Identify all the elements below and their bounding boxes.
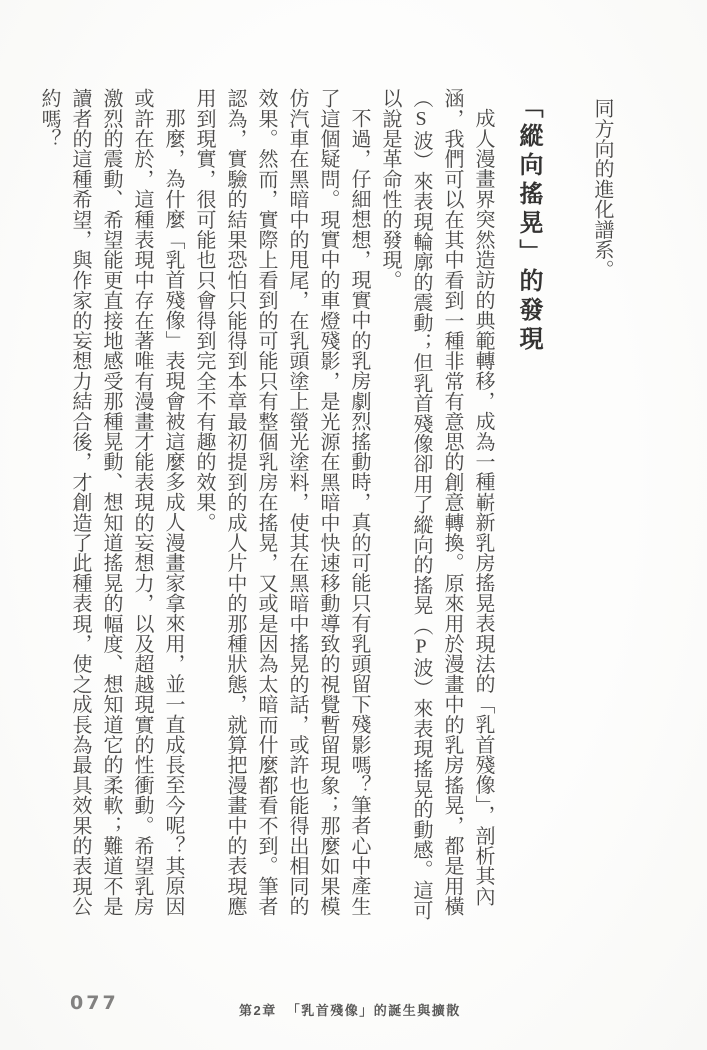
chapter-title: 「乳首殘像」的誕生與擴散	[286, 1003, 461, 1018]
body-paragraph-3: 那麼，為什麼「乳首殘像」表現會被這麼多成人漫畫家拿來用，並一直成長至今呢？其原因或許在於，這種表現中存在著唯有漫畫才能表現的妄想力，以及超越現實的性衝動。希望乳房激烈的震動、希望能更直接地感受那種晃動、想知道搖晃的幅度、想知道它的柔軟；難道不是讀者的這種希望，與作家的妄想力結合後，才創造了此種表現，使之成長為最具效果的表現公約嗎？	[38, 88, 184, 917]
body-paragraph-2: 不過，仔細想想，現實中的乳房劇烈搖動時，真的可能只有乳頭留下殘影嗎？筆者心中產生了這個疑問。現實中的車燈殘影，是光源在黑暗中快速移動導致的視覺暫留現象；那麼如果模仿汽車在黑暗中的甩尾，在乳頭塗上螢光塗料，使其在黑暗中搖晃的話，或許也能得出相同的效果。然而，實際上看到的可能只有整個乳房在搖晃，又或是因為太暗而什麼都看不到。筆者認為，實驗的結果恐怕只能得到本章最初提到的成人片中的那種狀態，就算把漫畫中的表現應用到現實，很可能也只會得到完全不有趣的效果。	[193, 88, 370, 917]
vertical-text-block	[33, 88, 617, 936]
page-number: 077	[70, 992, 119, 1014]
chapter-footer	[239, 1000, 461, 1019]
chapter-label: 第2章	[239, 1003, 277, 1018]
body-paragraph-1: 成人漫畫界突然造訪的典範轉移，成為一種嶄新乳房搖晃表現法的「乳首殘像」，剖析其內涵，我們可以在其中看到一種非常有意思的創意轉換。原來用於漫畫中的乳房搖晃，都是用橫（S波）來表現輪廓的震動；但乳首殘像卻用了縱向的搖晃（P波）來表現搖晃的動感。這可以說是革命性的發現。	[379, 88, 494, 921]
continuation-paragraph: 同方向的進化譜系。	[591, 98, 613, 280]
section-heading: 「縱向搖晃」的發現	[515, 94, 542, 355]
